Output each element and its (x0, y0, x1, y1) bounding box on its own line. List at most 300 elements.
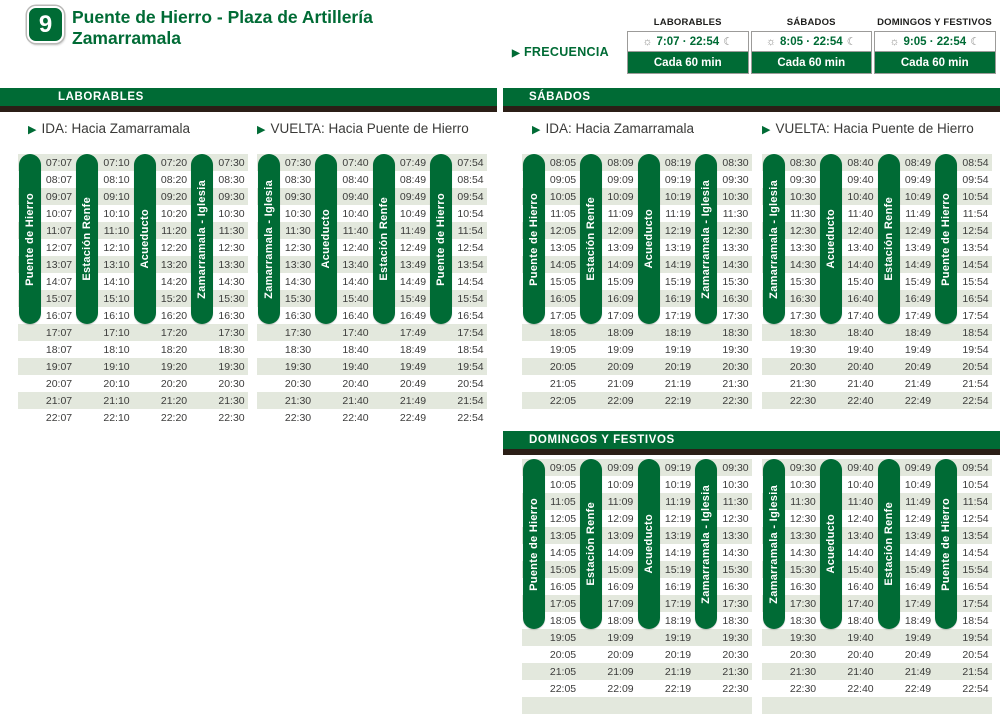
time-cell: 16:09 (607, 580, 634, 593)
time-cell: 19:54 (962, 343, 989, 356)
time-cell: 14:30 (218, 275, 245, 288)
time-cell: 18:49 (399, 343, 427, 356)
time-cell: 22:30 (722, 682, 749, 695)
time-cell: 11:30 (790, 207, 816, 220)
timetable-sabados-vuelta (762, 154, 992, 409)
time-cell: 15:19 (664, 275, 692, 288)
time-cell: 21:49 (904, 665, 932, 678)
service-span-times: 9:05 · 22:54 (903, 35, 967, 48)
sun-icon: ☼ (642, 35, 653, 48)
time-cell: 21:54 (457, 394, 484, 407)
time-cell: 12:19 (664, 512, 692, 525)
time-cell: 19:10 (103, 360, 130, 373)
time-cell: 09:49 (904, 461, 932, 474)
stop-name-label: Puente de Hierro (940, 192, 952, 286)
time-cell: 13:19 (664, 529, 692, 542)
time-cell: 20:49 (399, 377, 427, 390)
time-cell: 15:40 (847, 275, 874, 288)
time-cell: 09:54 (962, 173, 989, 186)
time-cell: 22:30 (789, 682, 817, 695)
time-cell: 17:30 (218, 326, 245, 339)
stop-name-label: Acueducto (320, 209, 332, 269)
time-cell: 16:40 (847, 292, 874, 305)
frequency-value: Cada 60 min (874, 52, 996, 74)
triangle-icon: ▶ (257, 124, 266, 136)
time-cell: 13:40 (847, 241, 874, 254)
time-cell: 11:49 (905, 207, 931, 220)
time-cell: 11:05 (550, 207, 576, 220)
time-cell: 14:10 (103, 275, 130, 288)
time-cell: 22:30 (284, 411, 312, 424)
time-cell: 10:54 (962, 190, 989, 203)
time-cell: 15:40 (342, 292, 369, 305)
time-cell: 15:09 (607, 275, 634, 288)
timetable-row (762, 629, 992, 646)
frequency-col-header: SÁBADOS (786, 17, 836, 29)
time-cell: 14:19 (664, 258, 692, 271)
stop-header-pill (935, 459, 957, 629)
timetable-row (18, 324, 248, 341)
triangle-icon: ▶ (512, 48, 520, 59)
time-cell: 18:09 (607, 614, 634, 627)
time-cell: 07:30 (218, 156, 245, 169)
time-cell: 10:49 (399, 207, 427, 220)
timetable-row (18, 409, 248, 426)
time-cell: 22:49 (904, 682, 932, 695)
time-cell: 17:49 (904, 597, 932, 610)
time-cell: 14:07 (45, 275, 73, 288)
time-cell: 21:40 (342, 394, 369, 407)
time-cell: 11:54 (962, 207, 989, 220)
time-cell: 09:20 (160, 190, 188, 203)
stop-name-label: Acueducto (825, 209, 837, 269)
time-cell: 16:30 (284, 309, 312, 322)
time-cell: 21:30 (789, 377, 817, 390)
time-cell: 21:54 (962, 665, 989, 678)
time-cell: 19:30 (722, 631, 749, 644)
time-cell: 16:54 (962, 292, 989, 305)
time-cell: 15:54 (457, 292, 484, 305)
time-cell: 21:30 (284, 394, 312, 407)
time-cell: 21:05 (549, 665, 577, 678)
time-cell: 20:40 (342, 377, 369, 390)
time-cell: 09:19 (664, 173, 692, 186)
time-cell: 22:07 (45, 411, 73, 424)
time-cell: 12:05 (549, 512, 577, 525)
time-cell: 14:05 (549, 258, 577, 271)
time-cell: 08:40 (342, 173, 369, 186)
section-band-domingos: DOMINGOS Y FESTIVOS (503, 431, 1000, 449)
time-cell: 17:49 (904, 309, 932, 322)
time-cell: 17:54 (457, 326, 484, 339)
stop-header-pill (638, 459, 660, 629)
time-cell: 12:49 (904, 224, 932, 237)
time-cell: 22:09 (607, 394, 634, 407)
time-cell: 12:19 (664, 224, 692, 237)
time-cell: 22:40 (847, 682, 874, 695)
time-cell: 16:49 (399, 309, 427, 322)
time-cell: 11:30 (722, 207, 749, 220)
time-cell: 17:19 (664, 309, 692, 322)
frequency-label: ▶ FRECUENCIA (512, 45, 609, 59)
time-cell: 14:09 (607, 258, 634, 271)
time-cell: 10:10 (103, 207, 130, 220)
time-cell: 12:54 (962, 224, 989, 237)
time-cell: 10:19 (664, 190, 692, 203)
time-cell: 15:09 (607, 563, 634, 576)
time-cell: 13:30 (789, 241, 817, 254)
time-cell: 21:30 (789, 665, 817, 678)
time-cell: 10:09 (607, 478, 634, 491)
stop-name-label: Zamarramala - Iglesia (767, 179, 780, 299)
time-cell: 18:19 (664, 614, 692, 627)
sun-icon: ☼ (765, 35, 777, 48)
time-cell: 18:40 (847, 326, 874, 339)
time-cell: 17:05 (549, 597, 577, 610)
time-cell: 16:20 (160, 309, 188, 322)
time-cell: 18:20 (160, 343, 188, 356)
time-cell: 08:49 (399, 173, 427, 186)
time-cell: 10:40 (342, 207, 369, 220)
time-cell: 21:40 (847, 665, 874, 678)
time-cell: 16:30 (722, 292, 749, 305)
time-cell: 09:30 (284, 190, 312, 203)
time-cell: 20:09 (607, 648, 634, 661)
timetable-row (18, 392, 248, 409)
time-cell: 19:30 (789, 343, 817, 356)
time-cell: 12:10 (103, 241, 130, 254)
timetable-row (522, 629, 752, 646)
stop-name-label: Zamarramala - Iglesia (262, 179, 275, 299)
time-cell: 09:54 (962, 461, 989, 474)
time-cell: 19:54 (457, 360, 484, 373)
time-cell: 17:20 (160, 326, 188, 339)
time-cell: 22:40 (847, 394, 874, 407)
time-cell: 22:54 (962, 394, 989, 407)
time-cell: 20:54 (962, 360, 989, 373)
timetable-empty-row (522, 697, 752, 714)
time-cell: 16:30 (789, 292, 817, 305)
time-cell: 15:05 (549, 563, 577, 576)
stop-header-pill (878, 459, 900, 629)
time-cell: 14:49 (399, 275, 427, 288)
time-cell: 08:30 (722, 156, 749, 169)
timetable-row (257, 409, 487, 426)
time-cell: 21:20 (160, 394, 188, 407)
time-cell: 17:19 (664, 597, 692, 610)
section-underline (0, 106, 497, 112)
time-cell: 10:40 (847, 190, 874, 203)
stop-header-pill (580, 154, 602, 324)
time-cell: 08:49 (904, 156, 932, 169)
time-cell: 12:30 (722, 224, 749, 237)
stop-header-pill (763, 459, 785, 629)
timetable-row (18, 375, 248, 392)
stop-header-pill (695, 459, 717, 629)
time-cell: 20:30 (284, 377, 312, 390)
timetable-row (522, 324, 752, 341)
time-cell: 20:20 (160, 377, 188, 390)
time-cell: 18:40 (847, 614, 874, 627)
route-title (72, 7, 512, 48)
time-cell: 07:30 (284, 156, 312, 169)
time-cell: 11:30 (285, 224, 311, 237)
time-cell: 14:30 (789, 546, 817, 559)
time-cell: 13:09 (607, 529, 634, 542)
time-cell: 21:09 (607, 665, 634, 678)
time-cell: 13:10 (103, 258, 130, 271)
time-cell: 17:30 (722, 597, 749, 610)
time-cell: 16:05 (549, 292, 577, 305)
stop-header-pill (638, 154, 660, 324)
timetable-row (18, 341, 248, 358)
stop-name-label: Estación Renfe (882, 502, 895, 586)
time-cell: 19:30 (284, 360, 312, 373)
time-cell: 22:40 (342, 411, 369, 424)
time-cell: 21:09 (607, 377, 634, 390)
time-cell: 11:49 (905, 495, 931, 508)
timetable-laborables-vuelta (257, 154, 487, 426)
time-cell: 15:40 (847, 563, 874, 576)
time-cell: 11:30 (790, 495, 816, 508)
timetable-row (762, 392, 992, 409)
time-cell: 14:54 (457, 275, 484, 288)
triangle-icon: ▶ (762, 124, 771, 136)
stop-name-label: Zamarramala - Iglesia (700, 179, 712, 299)
stop-header-pill (523, 154, 545, 324)
frequency-col-domingos (874, 4, 996, 74)
time-cell: 22:19 (664, 394, 692, 407)
time-cell: 11:40 (847, 495, 874, 508)
time-cell: 13:30 (284, 258, 312, 271)
frequency-col-header: DOMINGOS Y FESTIVOS (877, 17, 992, 29)
time-cell: 13:54 (457, 258, 484, 271)
timetable-row (522, 358, 752, 375)
time-cell: 09:07 (45, 190, 73, 203)
time-cell: 17:40 (847, 597, 874, 610)
time-cell: 21:19 (664, 377, 692, 390)
time-cell: 13:09 (607, 241, 634, 254)
time-cell: 16:49 (904, 292, 932, 305)
time-cell: 16:30 (789, 580, 817, 593)
time-cell: 13:40 (847, 529, 874, 542)
stop-name-label: Zamarramala - Iglesia (196, 179, 208, 299)
moon-icon: ☾ (970, 36, 981, 48)
stop-header-pill (820, 459, 842, 629)
time-cell: 12:54 (962, 512, 989, 525)
direction-header-sabados-vuelta: ▶ VUELTA: Hacia Puente de Hierro (762, 121, 974, 136)
time-cell: 07:54 (457, 156, 484, 169)
time-cell: 22:30 (722, 394, 749, 407)
timetable-row (762, 375, 992, 392)
time-cell: 11:07 (46, 224, 72, 237)
time-cell: 15:30 (218, 292, 245, 305)
timetable-row (762, 663, 992, 680)
time-cell: 19:19 (664, 631, 692, 644)
time-cell: 10:30 (722, 190, 749, 203)
timetable-row (762, 324, 992, 341)
timetable-row (762, 358, 992, 375)
time-cell: 20:54 (962, 648, 989, 661)
time-cell: 07:10 (103, 156, 130, 169)
time-cell: 18:30 (218, 343, 245, 356)
time-cell: 12:07 (45, 241, 73, 254)
time-cell: 07:07 (45, 156, 73, 169)
time-cell: 20:30 (789, 360, 817, 373)
time-cell: 09:05 (549, 461, 577, 474)
time-cell: 18:40 (342, 343, 369, 356)
time-cell: 10:05 (549, 478, 577, 491)
stop-header-pill (430, 154, 452, 324)
time-cell: 08:54 (457, 173, 484, 186)
frequency-table (627, 4, 996, 74)
time-cell: 19:40 (342, 360, 369, 373)
time-cell: 15:07 (45, 292, 73, 305)
frequency-value: Cada 60 min (751, 52, 873, 74)
time-cell: 22:05 (549, 394, 577, 407)
timetable-row (257, 358, 487, 375)
time-cell: 12:30 (789, 224, 817, 237)
stop-name-label: Zamarramala - Iglesia (767, 484, 780, 604)
time-cell: 15:19 (664, 563, 692, 576)
time-cell: 16:54 (962, 580, 989, 593)
time-cell: 12:30 (722, 512, 749, 525)
stop-header-pill (134, 154, 156, 324)
time-cell: 08:09 (607, 156, 634, 169)
time-cell: 09:40 (847, 173, 874, 186)
service-span (874, 31, 996, 52)
time-cell: 11:19 (665, 207, 691, 220)
time-cell: 15:49 (399, 292, 427, 305)
triangle-icon: ▶ (532, 124, 541, 136)
time-cell: 14:40 (342, 275, 369, 288)
time-cell: 11:05 (550, 495, 576, 508)
time-cell: 10:30 (789, 478, 817, 491)
time-cell: 13:05 (549, 241, 577, 254)
time-cell: 11:09 (607, 495, 634, 508)
time-cell: 16:10 (103, 309, 130, 322)
time-cell: 12:30 (789, 512, 817, 525)
time-cell: 10:49 (904, 478, 932, 491)
timetable-row (257, 341, 487, 358)
time-cell: 12:40 (847, 224, 874, 237)
time-cell: 22:49 (904, 394, 932, 407)
time-cell: 21:10 (103, 394, 130, 407)
frequency-col-sabados (751, 4, 873, 74)
time-cell: 10:30 (284, 207, 312, 220)
route-title-line2: Zamarramala (72, 27, 181, 48)
stop-header-pill (820, 154, 842, 324)
timetable-sabados-ida (522, 154, 752, 409)
time-cell: 20:19 (664, 648, 692, 661)
time-cell: 17:30 (789, 309, 817, 322)
time-cell: 14:30 (722, 546, 749, 559)
time-cell: 20:54 (457, 377, 484, 390)
time-cell: 09:10 (103, 190, 130, 203)
time-cell: 11:54 (457, 224, 484, 237)
stop-name-label: Estación Renfe (81, 197, 93, 281)
time-cell: 22:19 (664, 682, 692, 695)
time-cell: 14:54 (962, 258, 989, 271)
time-cell: 20:05 (549, 360, 577, 373)
time-cell: 14:30 (284, 275, 312, 288)
time-cell: 16:30 (218, 309, 245, 322)
time-cell: 09:30 (789, 173, 817, 186)
stop-name-label: Puente de Hierro (527, 497, 540, 591)
time-cell: 10:19 (664, 478, 692, 491)
time-cell: 14:05 (549, 546, 577, 559)
stop-name-label: Estación Renfe (585, 197, 597, 281)
time-cell: 16:40 (847, 580, 874, 593)
time-cell: 09:40 (847, 461, 874, 474)
stop-name-label: Puente de Hierro (527, 192, 540, 286)
time-cell: 11:40 (847, 207, 874, 220)
time-cell: 14:49 (904, 546, 932, 559)
direction-header-laborables-ida: ▶ IDA: Hacia Zamarramala (28, 121, 191, 136)
time-cell: 11:10 (103, 224, 130, 237)
timetable-row (762, 680, 992, 697)
time-cell: 13:30 (218, 258, 245, 271)
time-cell: 13:30 (722, 529, 749, 542)
time-cell: 14:09 (607, 546, 634, 559)
time-cell: 19:05 (549, 343, 577, 356)
time-cell: 12:09 (607, 224, 634, 237)
time-cell: 18:30 (722, 614, 749, 627)
time-cell: 09:30 (722, 461, 749, 474)
time-cell: 18:30 (722, 326, 749, 339)
time-cell: 07:40 (342, 156, 369, 169)
time-cell: 19:40 (847, 343, 874, 356)
time-cell: 12:49 (904, 512, 932, 525)
timetable-row (522, 392, 752, 409)
time-cell: 14:30 (722, 258, 749, 271)
stop-header-pill (19, 154, 41, 324)
time-cell: 21:40 (847, 377, 874, 390)
time-cell: 14:40 (847, 258, 874, 271)
time-cell: 11:09 (607, 207, 634, 220)
time-cell: 16:40 (342, 309, 369, 322)
time-cell: 09:09 (607, 173, 634, 186)
stop-header-pill (258, 154, 280, 324)
timetable-row (522, 663, 752, 680)
time-cell: 17:07 (45, 326, 73, 339)
time-cell: 15:30 (789, 275, 817, 288)
timetable-empty-row (762, 697, 992, 714)
time-cell: 12:30 (218, 241, 245, 254)
time-cell: 17:05 (549, 309, 577, 322)
time-cell: 13:19 (664, 241, 692, 254)
time-cell: 19:30 (789, 631, 817, 644)
time-cell: 09:40 (342, 190, 369, 203)
time-cell: 13:05 (549, 529, 577, 542)
stop-name-label: Zamarramala - Iglesia (700, 484, 712, 604)
time-cell: 08:05 (549, 156, 577, 169)
service-span (751, 31, 873, 52)
stop-header-pill (580, 459, 602, 629)
section-underline (503, 106, 1000, 112)
time-cell: 16:05 (549, 580, 577, 593)
service-span-times: 8:05 · 22:54 (780, 35, 843, 48)
time-cell: 13:49 (904, 529, 932, 542)
time-cell: 17:30 (789, 597, 817, 610)
time-cell: 09:30 (789, 461, 817, 474)
time-cell: 20:40 (847, 360, 874, 373)
time-cell: 22:10 (103, 411, 130, 424)
time-cell: 21:30 (722, 377, 749, 390)
time-cell: 21:30 (722, 665, 749, 678)
timetable-row (522, 341, 752, 358)
stop-name-label: Acueducto (825, 514, 837, 574)
